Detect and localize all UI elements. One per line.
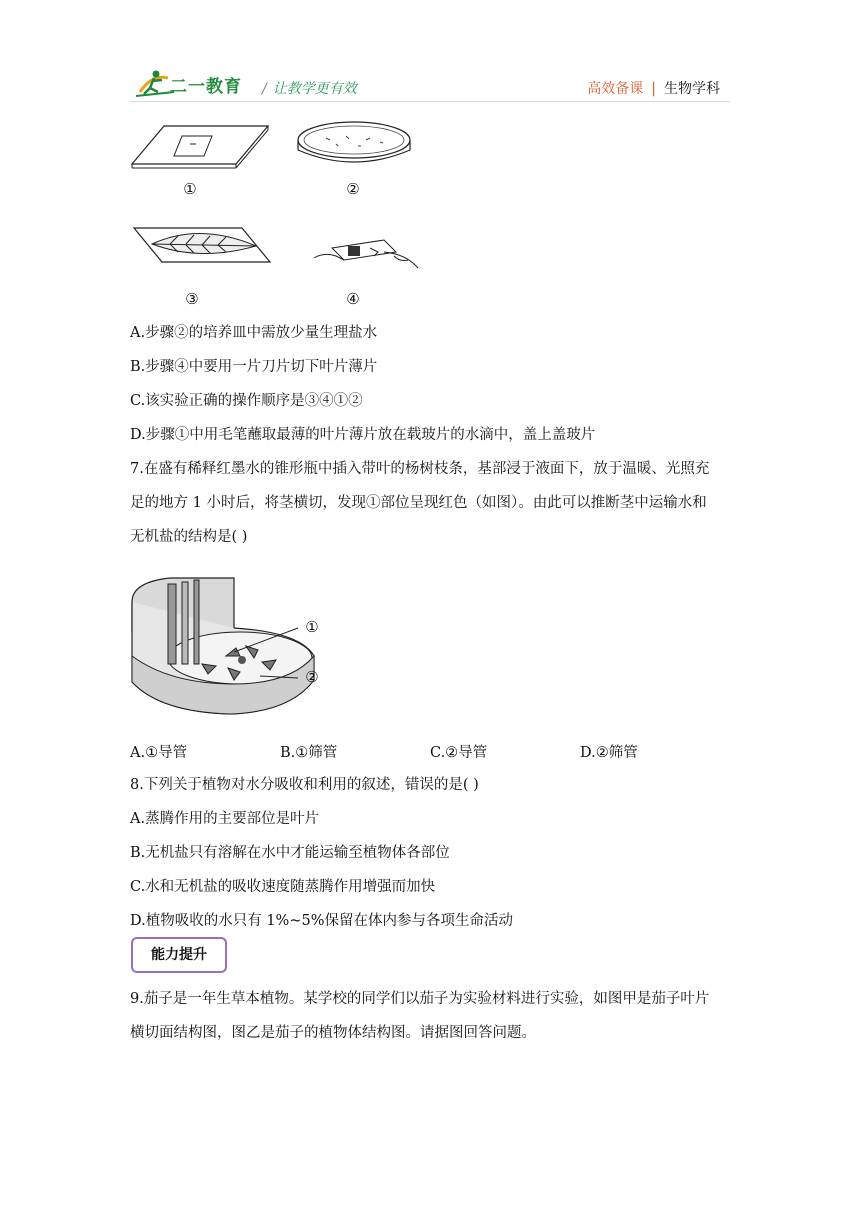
stem-label-2: ② <box>305 668 319 686</box>
q8-option-d: D.植物吸收的水只有 1%~5%保留在体内参与各项生命活动 <box>130 913 513 929</box>
stem-label-1: ① <box>305 618 319 636</box>
q6-option-a: A.步骤②的培养皿中需放少量生理盐水 <box>130 325 378 341</box>
figure-slide-step1 <box>128 122 272 170</box>
brand-name: 二一教育 <box>170 77 242 97</box>
step-label-2: ② <box>346 180 360 198</box>
q7-option-a: A.①导管 <box>130 745 188 761</box>
q9-line-1: 9.茄子是一年生草本植物。某学校的同学们以茄子为实验材料进行实验，如图甲是茄子叶片 <box>130 991 710 1007</box>
header-divider <box>130 101 730 102</box>
q6-option-d: D.步骤①中用毛笔蘸取最薄的叶片薄片放在载玻片的水滴中，盖上盖玻片 <box>130 427 596 443</box>
q7-line-1: 7.在盛有稀释红墨水的锥形瓶中插入带叶的杨树枝条，基部浸于液面下，放于温暖、光照充 <box>130 461 710 477</box>
q8-option-a: A.蒸腾作用的主要部位是叶片 <box>130 811 320 827</box>
step-label-1: ① <box>183 180 197 198</box>
step-label-4: ④ <box>346 290 360 308</box>
q8-option-b: B.无机盐只有溶解在水中才能运输至植物体各部位 <box>130 845 450 861</box>
q6-option-c: C.该实验正确的操作顺序是③④①② <box>130 393 363 409</box>
header-label-subject: 生物学科 <box>664 81 720 97</box>
q7-line-2: 足的地方 1 小时后，将茎横切，发现①部位呈现红色（如图）。由此可以推断茎中运输水和 <box>130 495 707 511</box>
q7-option-b: B.①筛管 <box>280 745 338 761</box>
figure-stem-cross-section <box>130 572 330 722</box>
step-label-3: ③ <box>185 290 199 308</box>
q7-line-3: 无机盐的结构是( ) <box>130 529 248 545</box>
figure-petri-dish-step2 <box>296 118 412 174</box>
q8-option-c: C.水和无机盐的吸收速度随蒸腾作用增强而加快 <box>130 879 436 895</box>
header-separator: | <box>651 81 656 97</box>
header-label-efficient: 高效备课 <box>587 81 644 97</box>
q9-line-2: 横切面结构图，图乙是茄子的植物体结构图。请据图回答问题。 <box>130 1025 536 1041</box>
q7-option-d: D.②筛管 <box>580 745 638 761</box>
section-badge-ability: 能力提升 <box>131 937 227 973</box>
slogan-text: 让教学更有效 <box>272 81 357 97</box>
slogan: / 让教学更有效 <box>262 81 357 97</box>
q8-stem: 8.下列关于植物对水分吸收和利用的叙述，错误的是( ) <box>130 777 479 793</box>
figure-cutting-step4 <box>310 234 422 278</box>
figure-leaf-slide-step3 <box>130 224 274 266</box>
q6-option-b: B.步骤④中要用一片刀片切下叶片薄片 <box>130 359 378 375</box>
header-right <box>587 78 720 98</box>
q7-option-c: C.②导管 <box>430 745 488 761</box>
